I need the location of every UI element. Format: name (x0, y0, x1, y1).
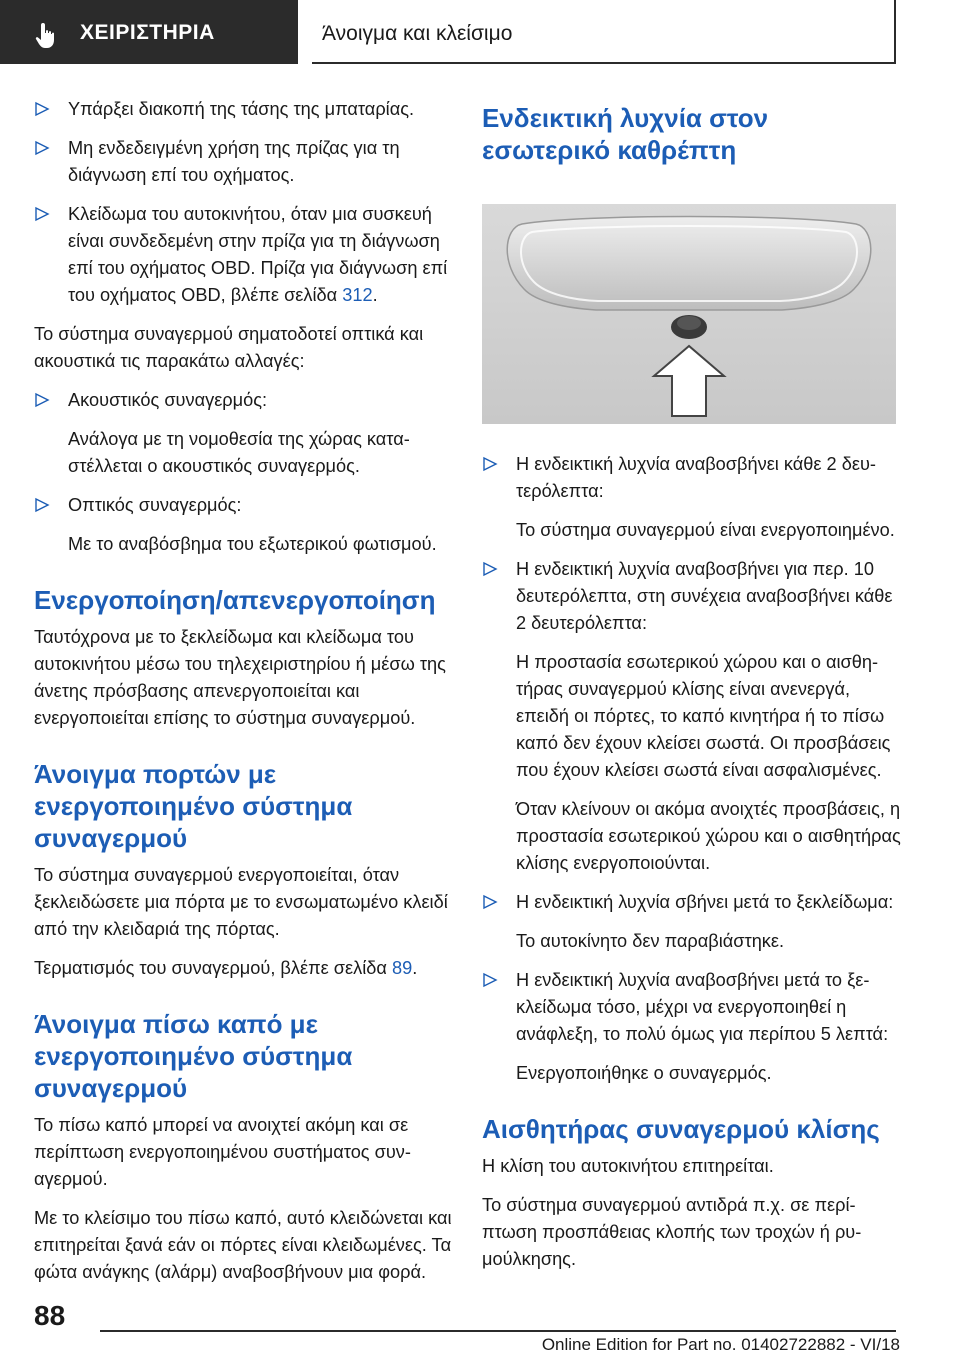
page-header (0, 0, 960, 64)
list-item: Η ενδεικτική λυχνία σβήνει μετά το ξεκλείδωμα: (482, 889, 902, 916)
mirror-illustration (482, 204, 896, 424)
item-text: Ενεργοποιήθηκε ο συναγερμός. (516, 1063, 772, 1083)
triangle-bullet-icon (34, 496, 50, 514)
triangle-bullet-icon (482, 560, 498, 578)
right-column (482, 96, 902, 1285)
triangle-bullet-icon (482, 893, 498, 911)
tilt-text: Η κλίση του αυτοκινήτου επιτηρείται. (482, 1156, 774, 1176)
triangle-bullet-icon (482, 455, 498, 473)
heading-activation: Ενεργοποίηση/απενεργοποίηση (34, 585, 436, 615)
trunk-text: Το πίσω καπό μπορεί να ανοιχτεί ακόμη και σε περίπτωση ενεργοποιημένου συστήματος συναγερμού. (34, 1115, 411, 1189)
chapter-box (312, 0, 896, 64)
footer-divider (100, 1330, 896, 1332)
acoustic-text: Ανάλογα με τη νομοθεσία της χώρας καταστέλλεται ο ακουστικός συναγερμός. (68, 429, 410, 476)
alarm-intro: Το σύστημα συναγερμού σηματοδοτεί οπτικά και ακουστικά τις παρακάτω αλλαγές: (34, 324, 424, 371)
item-text: Όταν κλείνουν οι ακόμα ανοιχτές προσβάσεις, η προστασία εσωτερικού χώρου και ο αισθητήρας κλίσης ενεργοποιούνται. (516, 799, 901, 873)
heading-tilt: Αισθητήρας συναγερμού κλίσης (482, 1114, 880, 1144)
list-item: Η ενδεικτική λυχνία αναβοσβήνει κάθε 2 δευτερόλεπτα: (482, 451, 902, 505)
edition-text: Online Edition for Part no. 01402722882 - VI/18 (541, 1335, 900, 1354)
list-item: Η ενδεικτική λυχνία αναβοσβήνει για περ. 10 δευτερόλεπτα, στη συνέχεια αναβοσβήνει κάθε 2 δευτερόλεπτα: (482, 556, 902, 637)
heading-indicator: Ενδεικτική λυχνία στον εσωτερικό καθρέπτη (482, 103, 769, 165)
item-text: Το σύστημα συναγερμού είναι ενεργοποιημένο. (516, 520, 895, 540)
triangle-bullet-icon (34, 391, 50, 409)
section-tab (0, 0, 298, 64)
doors-text-2: Τερματισμός του συναγερμού, βλέπε σελίδα 89. (34, 958, 418, 978)
page-number: 88 (34, 1300, 66, 1331)
trunk-text-2: Με το κλείσιμο του πίσω καπό, αυτό κλειδώνεται και επιτηρείται ξανά εάν οι πόρτες είναι κλειδωμένες. Τα φώτα ανάγκης (αλάρμ) αναβοσβήνουν μια φορά. (34, 1208, 452, 1282)
page-link-312[interactable]: 312 (342, 285, 373, 305)
list-item: Υπάρξει διακοπή της τάσης της μπαταρίας. (34, 96, 452, 123)
left-column (34, 96, 452, 1298)
optical-text: Με το αναβόσβημα του εξωτερικού φωτισμού. (68, 534, 437, 554)
section-title: ΧΕΙΡΙΣΤΗΡΙΑ (80, 21, 215, 44)
item-text: Το αυτοκίνητο δεν παραβιάστηκε. (516, 931, 785, 951)
triangle-bullet-icon (482, 971, 498, 989)
list-item: Η ενδεικτική λυχνία αναβοσβήνει μετά το ξεκλείδωμα τόσο, μέχρι να ενεργοποιηθεί η ανάφλεξη, το πολύ όμως για περίπου 5 λεπτά: (482, 967, 902, 1048)
tilt-text-2: Το σύστημα συναγερμού αντιδρά π.χ. σε περίπτωση προσπάθειας κλοπής των τροχών ή ρυμούλκησης. (482, 1195, 862, 1269)
page-link-89[interactable]: 89 (391, 958, 413, 978)
list-item: Κλείδωμα του αυτοκινήτου, όταν μια συσκευή είναι συνδεδεμένη στην πρίζα για τη διάγνωση επί του οχήματος OBD. Πρίζα για διάγνωση επί του οχήματος OBD, βλέπε σελίδα 312. (34, 201, 452, 309)
triangle-bullet-icon (34, 205, 50, 223)
list-item-optical: Οπτικός συναγερμός: (34, 492, 452, 519)
chapter-title: Άνοιγμα και κλείσιμο (322, 22, 513, 45)
item-text: Η προστασία εσωτερικού χώρου και ο αισθητήρας συναγερμού κλίσης είναι ανενεργά, επειδή οι πόρτες, το καπό κινητήρα ή το πίσω καπό δεν έχουν κλείσει σωστά. Οι προσβάσεις που έχουν κλείσει σωστά είναι ασφαλισμένες. (516, 652, 891, 780)
list-item: Μη ενδεδειγμένη χρήση της πρίζας για τη διάγνωση επί του οχήματος. (34, 135, 452, 189)
triangle-bullet-icon (34, 100, 50, 118)
doors-text: Το σύστημα συναγερμού ενεργοποιείται, όταν ξεκλειδώσετε μια πόρτα με το ενσωματωμένο κλειδί από την κλειδαριά της πόρτας. (34, 865, 448, 939)
activation-text: Ταυτόχρονα με το ξεκλείδωμα και κλείδωμα του αυτοκινήτου μέσω του τηλεχειριστηρίου ή μέσω της άνετης πρόσβασης απενεργοποιείται και ενεργοποιείται επίσης το σύστημα συναγερμού. (34, 627, 446, 728)
triangle-bullet-icon (34, 139, 50, 157)
heading-doors: Άνοιγμα πορτών με ενεργοποιημένο σύστημα συναγερμού (34, 759, 353, 853)
list-item-acoustic: Ακουστικός συναγερμός: (34, 387, 452, 414)
hand-pointer-icon (32, 20, 62, 50)
heading-trunk: Άνοιγμα πίσω καπό με ενεργοποιημένο σύστημα συναγερμού (34, 1009, 353, 1103)
